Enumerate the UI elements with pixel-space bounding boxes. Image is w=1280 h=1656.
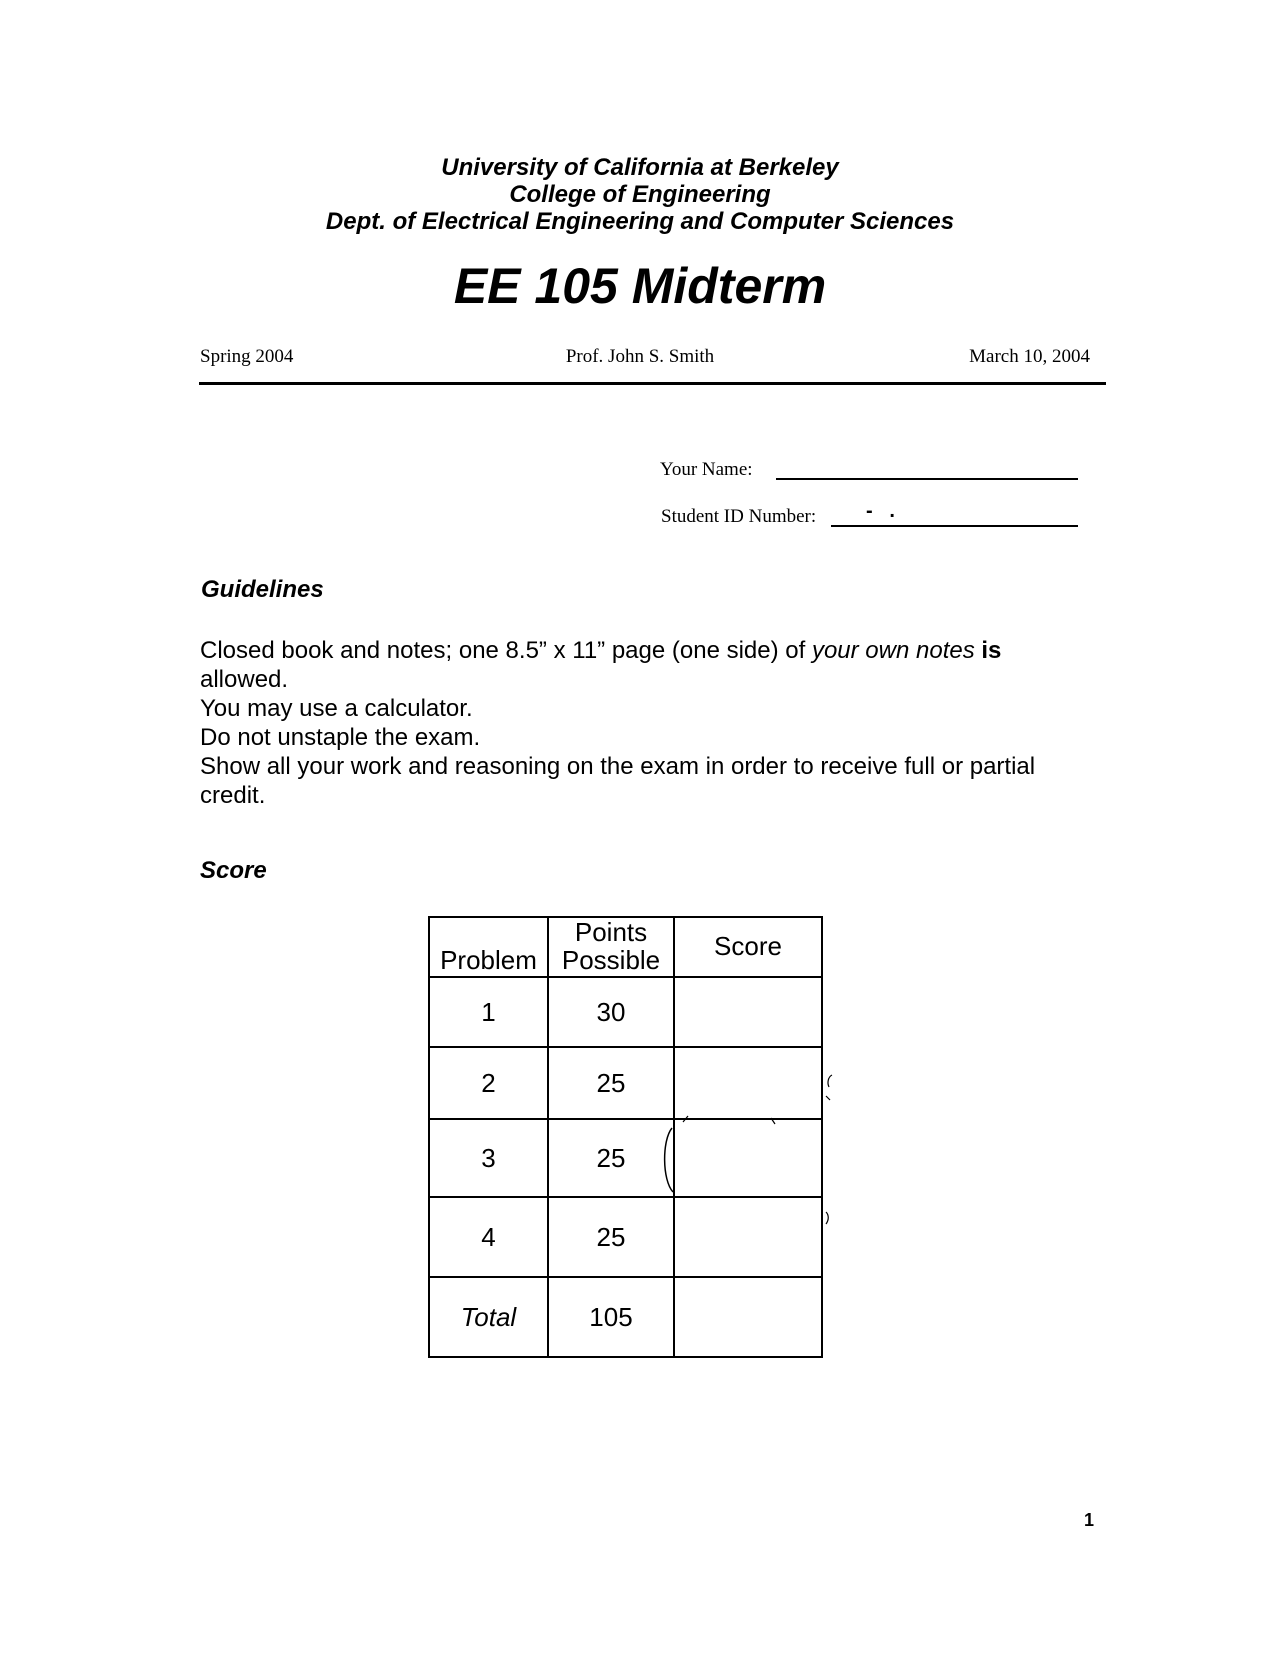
problem-cell: 2: [429, 1047, 548, 1119]
guideline-notes-end: allowed.: [200, 666, 289, 693]
problem-cell: 1: [429, 977, 548, 1047]
column-header-problem: Problem: [429, 917, 548, 977]
total-score-cell[interactable]: [674, 1277, 822, 1357]
score-heading: Score: [200, 857, 267, 884]
stray-mark: [826, 1096, 830, 1100]
guideline-unstaple: Do not unstaple the exam.: [200, 724, 481, 751]
name-label: Your Name:: [660, 459, 753, 480]
score-cell[interactable]: [674, 1197, 822, 1277]
professor-label: Prof. John S. Smith: [565, 346, 715, 367]
problem-cell: 3: [429, 1119, 548, 1197]
table-row: [429, 1197, 822, 1277]
table-row-total: [429, 1277, 822, 1357]
column-header-points-line2: Possible: [561, 945, 661, 975]
points-cell: 30: [548, 977, 674, 1047]
university-name: University of California at Berkeley: [441, 154, 839, 181]
header-divider: [199, 382, 1106, 385]
points-cell: 25: [548, 1047, 674, 1119]
stray-mark: [828, 1075, 832, 1087]
score-cell[interactable]: [674, 977, 822, 1047]
total-label-cell: Total: [429, 1277, 548, 1357]
column-header-points-line1: Points: [574, 917, 648, 947]
student-id-marks: - .: [866, 500, 895, 522]
college-name: College of Engineering: [509, 181, 771, 208]
exam-date: March 10, 2004: [969, 346, 1090, 367]
guideline-notes-text: Closed book and notes; one 8.5” x 11” page (one side) of: [200, 637, 812, 664]
problem-cell: 4: [429, 1197, 548, 1277]
guideline-calculator: You may use a calculator.: [200, 695, 473, 722]
points-cell: 25: [548, 1119, 674, 1197]
name-field[interactable]: [776, 478, 1078, 480]
points-cell: 25: [548, 1197, 674, 1277]
guideline-notes-italic: your own notes: [811, 637, 975, 664]
guideline-notes: [200, 636, 1080, 694]
table-row: [429, 977, 822, 1047]
total-points-cell: 105: [548, 1277, 674, 1357]
guidelines-text: [200, 636, 1080, 810]
table-header-row: [429, 917, 822, 977]
guidelines-heading: Guidelines: [201, 576, 324, 603]
column-header-points: [548, 917, 674, 977]
exam-title: EE 105 Midterm: [453, 258, 827, 314]
guideline-show-work: Show all your work and reasoning on the exam in order to receive full or partial credit.: [200, 753, 1036, 809]
stray-mark: [826, 1212, 828, 1224]
term-label: Spring 2004: [200, 346, 294, 367]
guideline-notes-bold: is: [981, 637, 1002, 664]
score-cell[interactable]: [674, 1119, 822, 1197]
score-cell[interactable]: [674, 1047, 822, 1119]
table-row: [429, 1119, 822, 1197]
table-row: [429, 1047, 822, 1119]
student-id-label: Student ID Number:: [661, 506, 817, 527]
page-number: 1: [1083, 1510, 1094, 1530]
institution-header: [0, 154, 1280, 235]
score-table: [428, 916, 823, 1358]
department-name: Dept. of Electrical Engineering and Computer Sciences: [325, 208, 955, 235]
student-id-field[interactable]: [831, 525, 1078, 527]
column-header-score: Score: [674, 917, 822, 977]
